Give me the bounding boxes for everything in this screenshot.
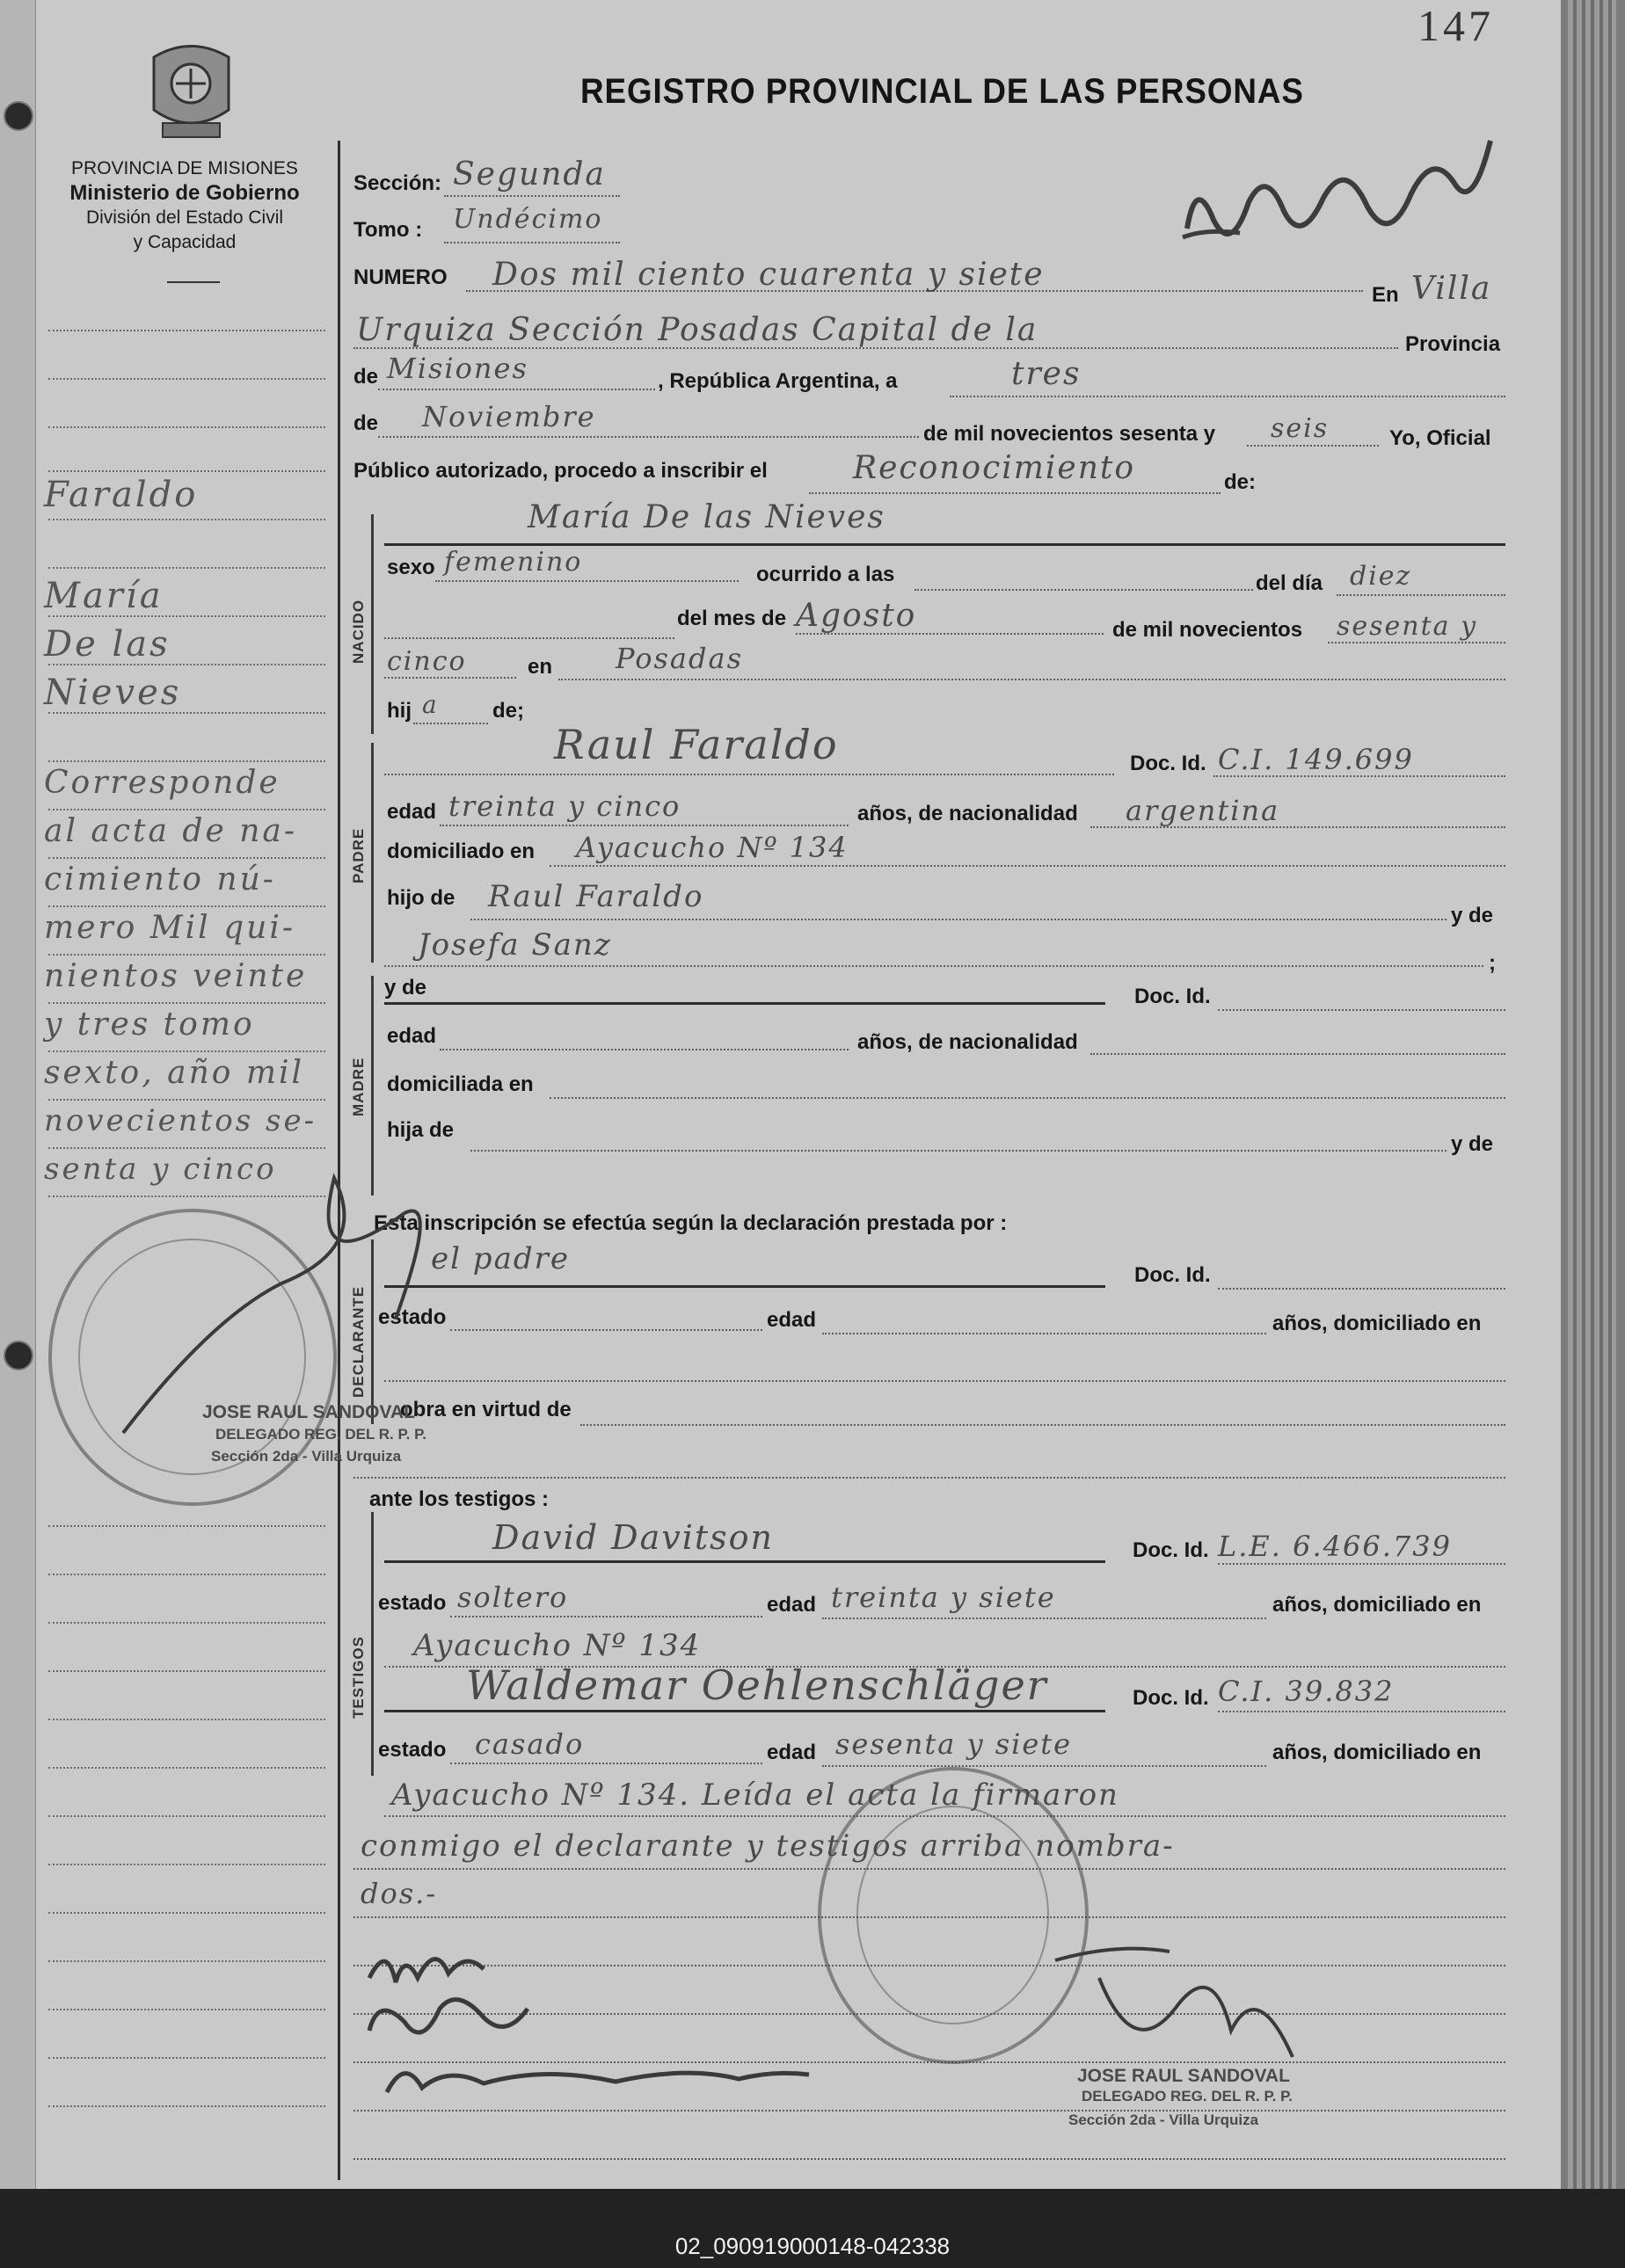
madre-edad-label: edad — [387, 1024, 437, 1048]
stamp-right-role: DELEGADO REG. DEL R. P. P. — [1082, 2088, 1293, 2104]
anio-value: seis — [1271, 413, 1330, 444]
issuer-header — [35, 156, 334, 255]
hij-value: a — [422, 690, 439, 719]
domiciliada-label: domiciliada en — [387, 1072, 534, 1096]
numero-label: NUMERO — [353, 265, 448, 289]
margin-note-line: María — [44, 576, 164, 616]
abuela-paterna-value: Josefa Sanz — [418, 927, 612, 963]
padre-edad-value: treinta y cinco — [448, 789, 681, 823]
sexo-label: sexo — [387, 556, 435, 579]
padre-section-label: PADRE — [350, 827, 367, 883]
testigos-label: ante los testigos : — [369, 1487, 550, 1511]
margin-note-line: De las — [44, 624, 171, 665]
ocurrido-label: ocurrido a las — [756, 563, 895, 586]
padre-bracket — [371, 743, 374, 963]
decl-doc-label: Doc. Id. — [1134, 1263, 1211, 1287]
anio-nac-value: sesenta y — [1337, 611, 1478, 642]
signatures-icon — [352, 1934, 844, 2110]
provincia-value: Misiones — [387, 352, 528, 385]
stamp-left-seccion: Sección 2da - Villa Urquiza — [211, 1448, 402, 1465]
margin-note-line: mero Mil qui- — [44, 910, 296, 946]
margin-note-line: novecientos se- — [44, 1103, 317, 1138]
hij-label: hij — [387, 699, 412, 723]
madre-yde-label: y de — [384, 976, 427, 1000]
testigo1-edad-label: edad — [767, 1593, 817, 1617]
stamp-right-name: JOSE RAUL SANDOVAL — [1077, 2066, 1290, 2086]
testigo1-estado-label: estado — [378, 1591, 447, 1615]
testigo1-domic-label: años, domiciliado en — [1272, 1593, 1482, 1617]
margin-note-line: cimiento nú- — [44, 861, 276, 898]
testigo1-estado-value: soltero — [457, 1581, 569, 1614]
testigo2-edad-value: sesenta y siete — [835, 1727, 1073, 1761]
numero-value: Dos mil ciento cuarenta y siete — [492, 257, 1045, 293]
seccion-value: Segunda — [453, 156, 606, 193]
publico-label: Público autorizado, procedo a inscribir el — [353, 459, 768, 483]
tomo-label: Tomo : — [353, 218, 423, 242]
delmes-label: del mes de — [677, 607, 787, 630]
madre-doc-label: Doc. Id. — [1134, 985, 1211, 1008]
abuelo-paterno-value: Raul Faraldo — [488, 879, 704, 914]
closing-line-1: Ayacucho Nº 134. Leída el acta la firmaron — [391, 1777, 1119, 1813]
image-code: 02_090919000148-042338 — [674, 2233, 951, 2259]
division-line: División del Estado Civil — [85, 207, 284, 228]
child-name-value: María De las Nieves — [528, 499, 885, 535]
oficial-label: Yo, Oficial — [1389, 426, 1491, 450]
margin-note-line: y tres tomo — [44, 1007, 255, 1043]
registrar-signature-icon — [1178, 123, 1512, 264]
republica-label: , República Argentina, a — [658, 369, 898, 393]
margin-note-line: sexto, año mil — [44, 1055, 305, 1091]
closing-line-2: conmigo el declarante y testigos arriba nombra- — [361, 1828, 1175, 1864]
decl-edad-label: edad — [767, 1308, 817, 1332]
hijade-label: hija de — [387, 1118, 455, 1142]
punch-hole — [4, 1341, 33, 1370]
lugar-nac-value: Posadas — [616, 642, 743, 675]
nacido-bracket — [371, 514, 374, 734]
testigo1-domicilio-value: Ayacucho Nº 134 — [413, 1628, 702, 1663]
madre-nacionalidad-label: años, de nacionalidad — [857, 1030, 1078, 1054]
margin-note-line: Faraldo — [44, 475, 199, 515]
testigo2-estado-label: estado — [378, 1738, 447, 1762]
mes-value: Noviembre — [422, 400, 596, 433]
padre-doc-label: Doc. Id. — [1130, 752, 1206, 775]
binding-strip — [0, 0, 36, 2189]
padre-nacionalidad-label: años, de nacionalidad — [857, 802, 1078, 825]
madre-yde2-label: y de — [1451, 1132, 1494, 1156]
padre-nombre-value: Raul Faraldo — [554, 721, 839, 768]
en-label: En — [1372, 283, 1399, 307]
de4-label: de; — [492, 699, 524, 723]
punch-hole — [4, 101, 33, 131]
testigos-section-label: TESTIGOS — [350, 1636, 367, 1719]
en2-label: en — [528, 655, 553, 679]
stamp-right-seccion: Sección 2da - Villa Urquiza — [1068, 2112, 1259, 2128]
padre-doc-value: C.I. 149.699 — [1218, 743, 1414, 776]
margin-note-line: Nieves — [44, 672, 182, 713]
dia-value: tres — [1011, 356, 1082, 392]
padre-nacionalidad-value: argentina — [1126, 794, 1280, 827]
hijode-label: hijo de — [387, 886, 455, 910]
testigo1-doc-value: L.E. 6.466.739 — [1218, 1530, 1452, 1563]
deldia-label: del día — [1256, 571, 1323, 595]
signature-right-icon — [1046, 1925, 1310, 2083]
testigo2-doc-label: Doc. Id. — [1133, 1686, 1209, 1710]
testigo2-doc-value: C.I. 39.832 — [1218, 1675, 1395, 1708]
testigo2-edad-label: edad — [767, 1741, 817, 1764]
margin-note-line: Corresponde — [44, 765, 281, 801]
decl-estado-label: estado — [378, 1305, 447, 1329]
domiciliado-label: domiciliado en — [387, 840, 536, 863]
division-line-2: y Capacidad — [133, 232, 237, 252]
decl-domic-label: años, domiciliado en — [1272, 1312, 1482, 1335]
milnovecientos-label: de mil novecientos sesenta y — [923, 422, 1216, 446]
madre-section-label: MADRE — [350, 1057, 367, 1116]
en-value: Villa — [1411, 271, 1492, 307]
tomo-value: Undécimo — [453, 204, 603, 235]
nacido-section-label: NACIDO — [350, 599, 367, 664]
de-label: de — [353, 365, 379, 389]
margin-note-line: nientos veinte — [44, 958, 308, 994]
province-line: PROVINCIA DE MISIONES — [71, 158, 298, 178]
margin-note-line: senta y cinco — [44, 1152, 277, 1187]
book-edge — [1561, 0, 1625, 2189]
testigos-bracket — [371, 1512, 374, 1776]
declaracion-label: Esta inscripción se efectúa según la declaración prestada por : — [374, 1211, 1008, 1235]
stamp-left-name: JOSE RAUL SANDOVAL — [202, 1402, 415, 1422]
sexo-value: femenino — [444, 547, 583, 578]
closing-line-3: dos.- — [361, 1877, 438, 1910]
testigo2-domic-label: años, domiciliado en — [1272, 1741, 1482, 1764]
margin-note-line: al acta de na- — [44, 813, 298, 849]
province-emblem-icon — [141, 40, 242, 145]
seccion-label: Sección: — [353, 171, 442, 195]
testigo2-estado-value: casado — [475, 1727, 585, 1761]
semicolon-mark: ; — [1489, 951, 1496, 975]
anio-nac-value-2: cinco — [387, 646, 467, 677]
mes-nac-value: Agosto — [796, 598, 917, 634]
obra-label: obra en virtud de — [400, 1398, 572, 1421]
page-number: 147 — [1417, 1, 1494, 50]
yde-label: y de — [1451, 904, 1494, 927]
stamp-left-role: DELEGADO REG. DEL R. P. P. — [215, 1426, 426, 1443]
acto-value: Reconocimiento — [853, 450, 1136, 486]
testigo2-nombre-value: Waldemar Oehlenschläger — [466, 1661, 1048, 1709]
declarante-section-label: DECLARANTE — [350, 1285, 367, 1398]
document-title: REGISTRO PROVINCIAL DE LAS PERSONAS — [580, 72, 1304, 111]
declarante-value: el padre — [431, 1241, 570, 1276]
edad-label: edad — [387, 800, 437, 824]
demil-label: de mil novecientos — [1112, 618, 1303, 642]
testigo1-nombre-value: David Davitson — [492, 1518, 775, 1557]
dia-nac-value: diez — [1350, 561, 1412, 592]
place-value: Urquiza Sección Posadas Capital de la — [356, 312, 1038, 348]
de2-label: de — [353, 411, 379, 435]
testigo1-edad-value: treinta y siete — [831, 1581, 1056, 1614]
ministry-line: Ministerio de Gobierno — [69, 181, 300, 205]
header-divider — [167, 281, 220, 283]
provincia-label: Provincia — [1405, 332, 1501, 356]
de3-label: de: — [1224, 470, 1256, 494]
testigo1-doc-label: Doc. Id. — [1133, 1538, 1209, 1562]
padre-domicilio-value: Ayacucho Nº 134 — [576, 831, 849, 864]
